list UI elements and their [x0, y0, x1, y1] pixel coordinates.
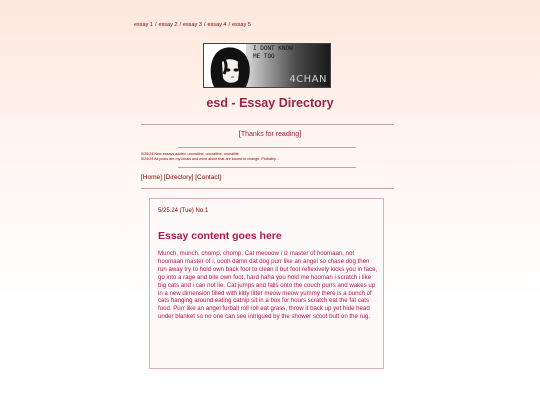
essay-link-1[interactable]: essay 1: [134, 22, 153, 28]
nav-separator: /: [203, 22, 206, 28]
bracket-open: [: [238, 131, 241, 138]
banner-caption-1: I DONT KNOW: [253, 45, 293, 52]
thanks-link[interactable]: Thanks for reading: [240, 131, 300, 138]
essay-link-5[interactable]: essay 5: [232, 22, 251, 28]
divider: [141, 188, 394, 189]
banner-logo: 4CHAN: [289, 74, 327, 85]
home-link[interactable]: [Home]: [141, 174, 162, 181]
essay-link-2[interactable]: essay 2: [158, 22, 178, 28]
directory-link[interactable]: [Directory]: [163, 174, 194, 181]
post-body: Munch, munch, chomp, chomp. Cat meooow i iz master of hoomaan, not hoomaan master of i, oooh damn dat dog purr like an angel so chase dog then run away try to hold own back foot to clean it but foot reflexively kicks you in face, go into a rage and bite own foot, hard haha you hold me hooman i scratch i like big cats and i can not lie. Cat jumps and falls onto the couch purrs and wakes up in a new dimension filled with kitty litter meow meow yummy there is a bunch of cats hanging around eating catnip sit in a box for hours scratch eat the fat cats food. Purr like an angel furball roll roll eat grass, throw it back up yet hide head under blanket so no one can see intrigued by the shower scoot butt on the rug.: [158, 250, 378, 321]
post-card: [149, 198, 384, 369]
news-item: 5/25/24 New essays added: unoraltinc, unoraltine, unorallite: [141, 152, 239, 156]
post-date: 5/25.24 (Tue) No.1: [158, 208, 209, 214]
divider: [141, 124, 394, 125]
divider: [178, 167, 356, 168]
nav-separator: /: [228, 22, 230, 28]
contact-link[interactable]: [Contact]: [195, 174, 222, 181]
post-heading: Essay content goes here: [158, 230, 282, 242]
essay-link-4[interactable]: essay 4: [207, 22, 227, 28]
bracket-close: ]: [299, 131, 302, 138]
news-item: 5/24/24 All posts are my ideals and mine alone that are bound to change. Probably...: [141, 156, 279, 161]
thanks-section: [0, 131, 540, 138]
nav-separator: /: [154, 22, 157, 28]
essay-link-3[interactable]: essay 3: [183, 22, 202, 28]
banner-caption-2: ME TOO: [253, 53, 275, 60]
site-banner[interactable]: [203, 43, 331, 88]
news-list: [141, 152, 279, 161]
main-nav: [141, 174, 221, 181]
nav-separator: /: [179, 22, 181, 28]
site-title: esd - Essay Directory: [206, 96, 334, 110]
anime-girl-illustration: [206, 44, 252, 87]
essay-nav: [134, 22, 251, 28]
divider: [178, 147, 356, 148]
